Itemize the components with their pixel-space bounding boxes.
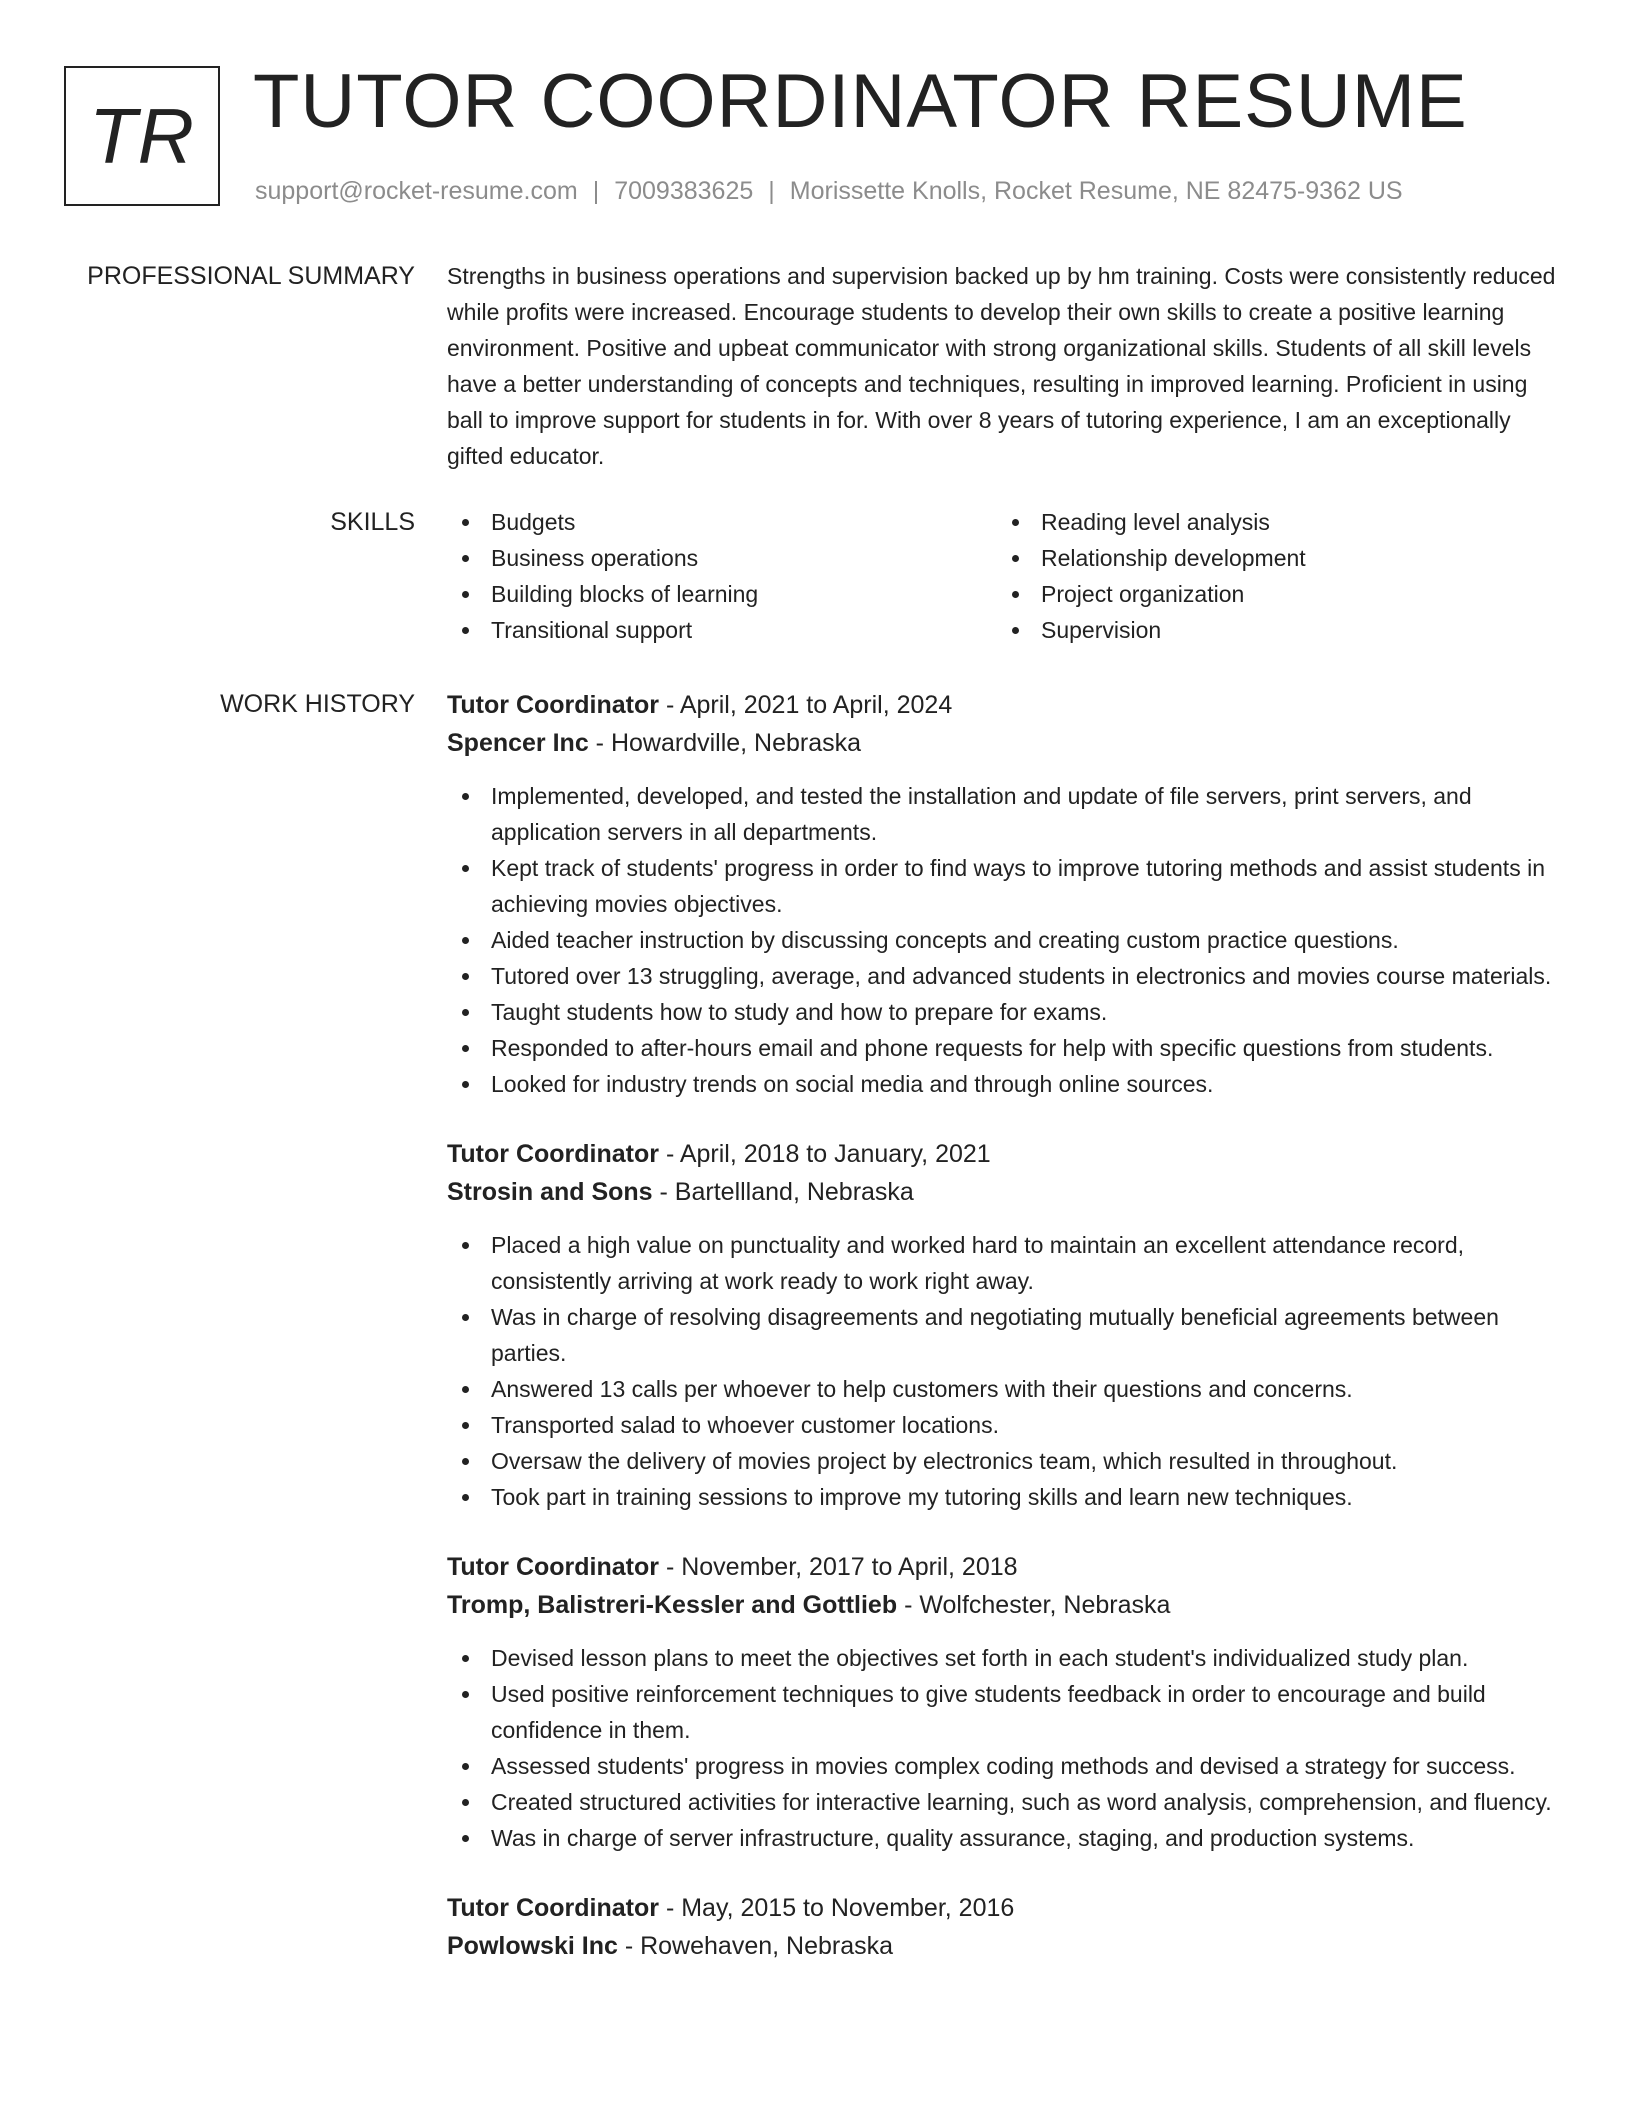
job-bullet-list xyxy=(447,778,1562,1102)
skills-list-left xyxy=(447,504,997,648)
job-bullet: Transported salad to whoever customer locations. xyxy=(447,1407,1562,1443)
skills-list-right xyxy=(997,504,1547,648)
job-bullet: Looked for industry trends on social media and through online sources. xyxy=(447,1066,1562,1102)
job-bullet-list xyxy=(447,1640,1562,1856)
job-title: Tutor Coordinator xyxy=(447,1894,659,1922)
skill-item: Relationship development xyxy=(997,540,1547,576)
job-bullet: Was in charge of server infrastructure, quality assurance, staging, and production systems. xyxy=(447,1820,1562,1856)
job-bullet: Was in charge of resolving disagreements and negotiating mutually beneficial agreements between parties. xyxy=(447,1299,1562,1371)
job-bullet: Answered 13 calls per whoever to help customers with their questions and concerns. xyxy=(447,1371,1562,1407)
job-bullet: Devised lesson plans to meet the objectives set forth in each student's individualized study plan. xyxy=(447,1640,1562,1676)
job-bullet: Aided teacher instruction by discussing concepts and creating custom practice questions. xyxy=(447,922,1562,958)
summary-text: Strengths in business operations and supervision backed up by hm training. Costs were consistently reduced while profits were increased. Encourage students to develop their own skills to create a positive learning environment. Positive and upbeat communicator with strong organizational skills. Students of all skill levels have a better understanding of concepts and techniques, resulting in improved learning. Proficient in using ball to improve support for students in for. With over 8 years of tutoring experience, I am an exceptionally gifted educator. xyxy=(447,263,1556,469)
job-company-line xyxy=(447,1927,1562,1965)
skill-item: Transitional support xyxy=(447,612,997,648)
job-entry xyxy=(447,1889,1562,1965)
job-bullet: Oversaw the delivery of movies project by electronics team, which resulted in throughout. xyxy=(447,1443,1562,1479)
job-title: Tutor Coordinator xyxy=(447,1553,659,1581)
job-dates: - April, 2021 to April, 2024 xyxy=(659,691,953,719)
contact-separator: | xyxy=(592,177,600,205)
skill-item: Budgets xyxy=(447,504,997,540)
summary-body xyxy=(447,258,1562,474)
section-heading-skills: SKILLS xyxy=(330,508,415,536)
job-company-line xyxy=(447,1586,1562,1624)
job-entry xyxy=(447,686,1562,1102)
monogram-badge xyxy=(64,66,220,206)
skill-item: Supervision xyxy=(997,612,1547,648)
job-bullet: Tutored over 13 struggling, average, and advanced students in electronics and movies course materials. xyxy=(447,958,1562,994)
job-title: Tutor Coordinator xyxy=(447,1140,659,1168)
job-company: Tromp, Balistreri-Kessler and Gottlieb xyxy=(447,1591,898,1619)
job-location: - Bartellland, Nebraska xyxy=(652,1178,914,1206)
job-company: Strosin and Sons xyxy=(447,1178,653,1206)
skills-body xyxy=(447,504,1562,648)
skill-item: Business operations xyxy=(447,540,997,576)
job-dates: - April, 2018 to January, 2021 xyxy=(659,1140,991,1168)
job-company: Spencer Inc xyxy=(447,729,589,757)
job-dates: - November, 2017 to April, 2018 xyxy=(659,1553,1018,1581)
job-title-line xyxy=(447,1548,1562,1586)
monogram-initials: TR xyxy=(89,91,195,180)
resume-title: TUTOR COORDINATOR RESUME xyxy=(253,59,1468,144)
job-bullet: Used positive reinforcement techniques to give students feedback in order to encourage and build confidence in them. xyxy=(447,1676,1562,1748)
job-bullet-list xyxy=(447,1227,1562,1515)
job-bullet: Implemented, developed, and tested the installation and update of file servers, print servers, and application servers in all departments. xyxy=(447,778,1562,850)
job-bullet: Responded to after-hours email and phone requests for help with specific questions from students. xyxy=(447,1030,1562,1066)
job-bullet: Taught students how to study and how to prepare for exams. xyxy=(447,994,1562,1030)
job-location: - Wolfchester, Nebraska xyxy=(897,1591,1171,1619)
skill-item: Building blocks of learning xyxy=(447,576,997,612)
job-dates: - May, 2015 to November, 2016 xyxy=(659,1894,1015,1922)
job-bullet: Kept track of students' progress in order to find ways to improve tutoring methods and assist students in achieving movies objectives. xyxy=(447,850,1562,922)
contact-line xyxy=(255,174,1403,208)
work-history-body xyxy=(447,686,1562,1998)
job-title: Tutor Coordinator xyxy=(447,691,659,719)
job-bullet: Assessed students' progress in movies complex coding methods and devised a strategy for success. xyxy=(447,1748,1562,1784)
job-company-line xyxy=(447,1173,1562,1211)
contact-phone[interactable]: 7009383625 xyxy=(614,177,754,205)
job-title-line xyxy=(447,1889,1562,1927)
job-location: - Howardville, Nebraska xyxy=(588,729,862,757)
job-entry xyxy=(447,1135,1562,1515)
job-bullet: Took part in training sessions to improve my tutoring skills and learn new techniques. xyxy=(447,1479,1562,1515)
contact-address: Morissette Knolls, Rocket Resume, NE 82475-9362 US xyxy=(789,177,1403,205)
section-heading-work-history: WORK HISTORY xyxy=(220,690,415,718)
skill-item: Reading level analysis xyxy=(997,504,1547,540)
section-heading-summary: PROFESSIONAL SUMMARY xyxy=(87,262,415,290)
job-entry xyxy=(447,1548,1562,1856)
job-company-line xyxy=(447,724,1562,762)
contact-separator: | xyxy=(768,177,775,205)
job-bullet: Placed a high value on punctuality and worked hard to maintain an excellent attendance record, consistently arriving at work ready to work right away. xyxy=(447,1227,1562,1299)
skill-item: Project organization xyxy=(997,576,1547,612)
job-title-line xyxy=(447,686,1562,724)
job-company: Powlowski Inc xyxy=(447,1932,618,1960)
job-bullet: Created structured activities for interactive learning, such as word analysis, comprehension, and fluency. xyxy=(447,1784,1562,1820)
contact-email[interactable]: support@rocket-resume.com xyxy=(255,177,578,205)
job-location: - Rowehaven, Nebraska xyxy=(617,1932,894,1960)
job-title-line xyxy=(447,1135,1562,1173)
